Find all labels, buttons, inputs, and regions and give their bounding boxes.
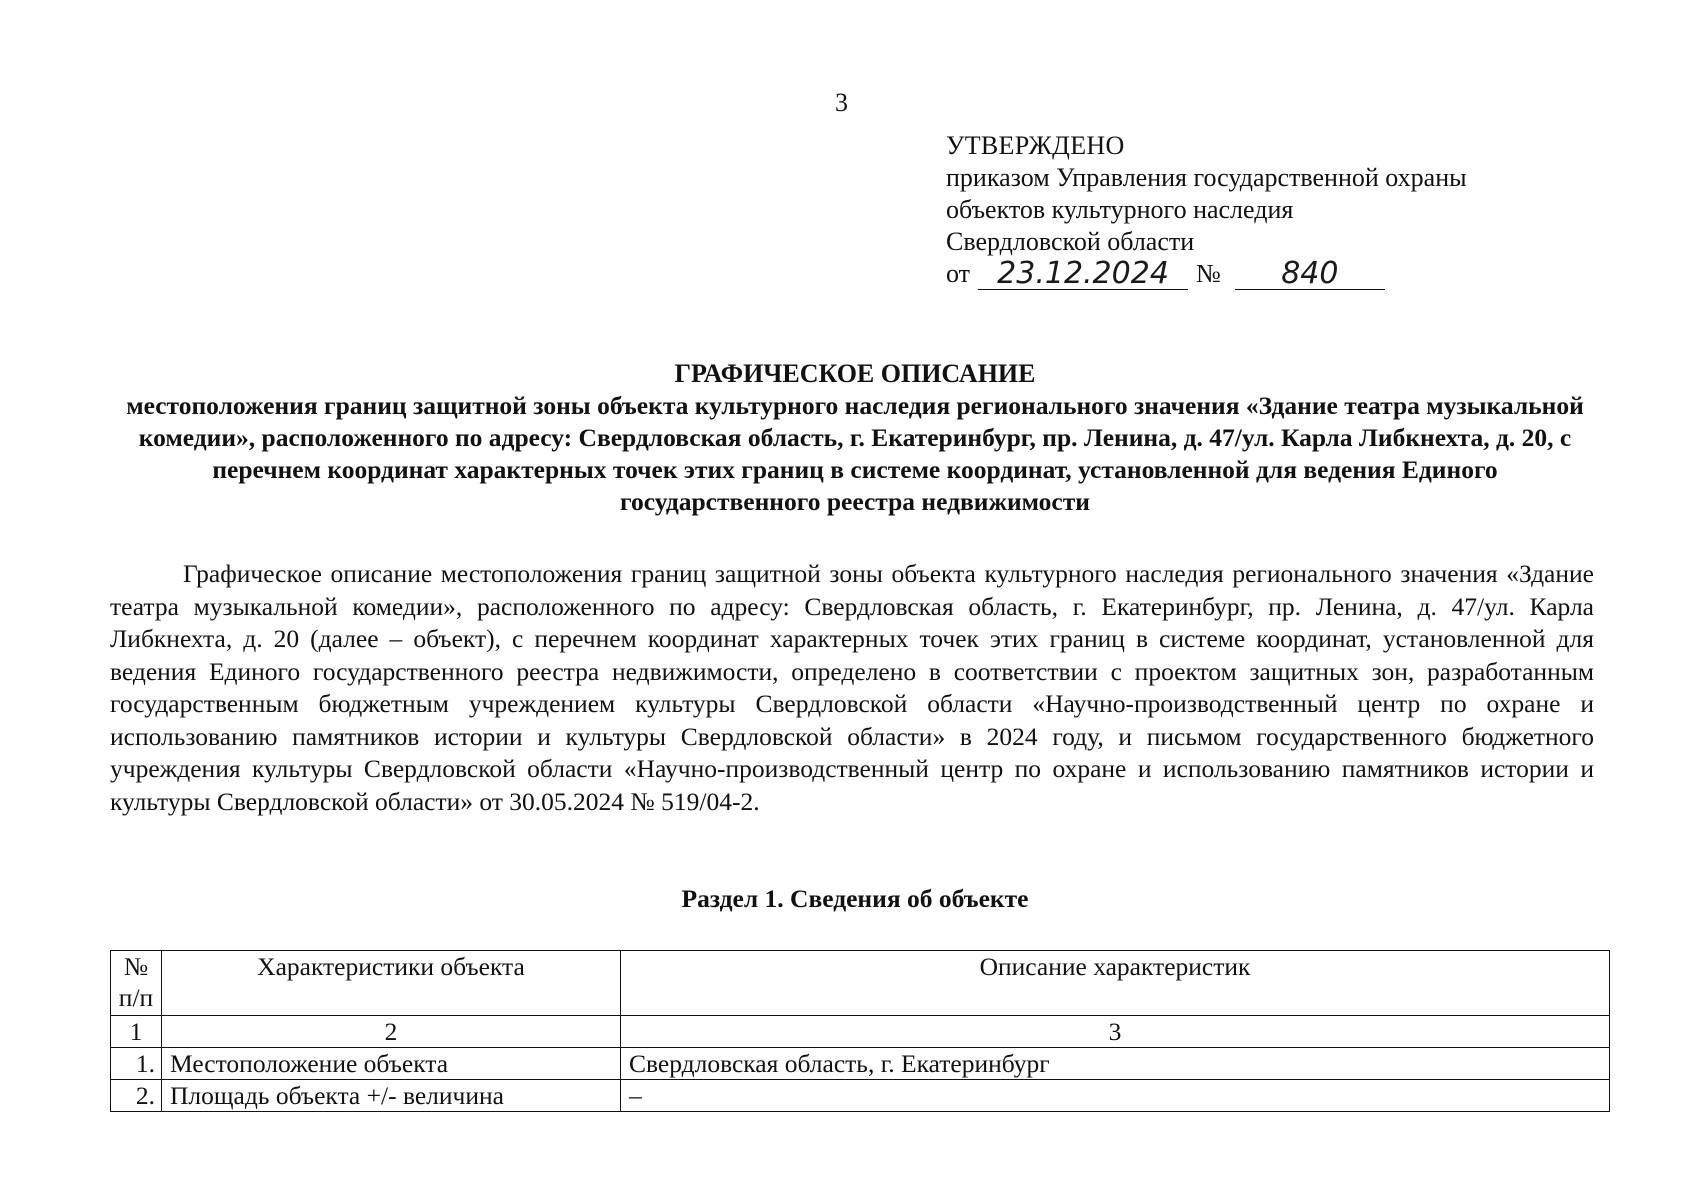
approval-line: объектов культурного наследия: [946, 195, 1294, 224]
table-header-cell: № п/п: [111, 951, 162, 1016]
approval-date-number-line: [946, 258, 1586, 290]
table-row: [111, 1048, 1610, 1080]
number-sign: №: [1196, 259, 1221, 288]
handwritten-order-number: 840: [1235, 259, 1385, 290]
table-cell: Местоположение объекта: [162, 1048, 621, 1080]
table-cell: 2: [162, 1016, 621, 1048]
table-cell: 1.: [111, 1048, 162, 1080]
object-info-table: [110, 950, 1610, 1112]
approval-line: Свердловской области: [946, 227, 1195, 256]
table-header-row: [111, 951, 1610, 1016]
page-number: 3: [835, 88, 848, 117]
document-title-block: [110, 358, 1600, 518]
document-title: ГРАФИЧЕСКОЕ ОПИСАНИЕ: [674, 359, 1036, 388]
table-cell: Свердловская область, г. Екатеринбург: [621, 1048, 1610, 1080]
table-cell: 1: [111, 1016, 162, 1048]
table-cell: 3: [621, 1016, 1610, 1048]
body-paragraph: Графическое описание местоположения границ защитной зоны объекта культурного наследия регионального значения «Здание театра музыкальной комедии», расположенного по адресу: Свердловская область, г. Екатеринбург, пр. Ленина, д. 47/ул. Карла Либкнехта, д. 20 (далее – объект), с перечнем координат характерных точек этих границ в системе координат, установленной для ведения Единого государственного реестра недвижимости, определено в соответствии с проектом защитных зон, разработанным государственным бюджетным учреждением культуры Свердловской области «Научно-производственный центр по охране и использованию памятников истории и культуры Свердловской области» в 2024 году, и письмом государственного бюджетного учреждения культуры Свердловской области «Научно-производственный центр по охране и использованию памятников истории и культуры Свердловской области» от 30.05.2024 № 519/04-2.: [110, 559, 1594, 816]
approval-heading: УТВЕРЖДЕНО: [946, 131, 1125, 160]
approval-line: приказом Управления государственной охраны: [946, 163, 1467, 192]
table-cell: 2.: [111, 1080, 162, 1112]
table-header-cell: Описание характеристик: [621, 951, 1610, 1016]
table-row: [111, 1080, 1610, 1112]
approval-stamp-block: [946, 130, 1586, 290]
handwritten-date: 23.12.2024: [978, 259, 1188, 290]
table-cell: Площадь объекта +/- величина: [162, 1080, 621, 1112]
table-column-number-row: [111, 1016, 1610, 1048]
section-title: Раздел 1. Сведения об объекте: [681, 884, 1029, 913]
date-prefix: от: [946, 259, 971, 288]
document-subtitle: местоположения границ защитной зоны объекта культурного наследия регионального значения «Здание театра музыкальной комедии», расположенного по адресу: Свердловская область, г. Екатеринбург, пр. Ленина, д. 47/ул. Карла Либкнехта, д. 20, с перечнем координат характерных точек этих границ в системе координат, установленной для ведения Единого государственного реестра недвижимости: [126, 391, 1584, 516]
table-cell: –: [621, 1080, 1610, 1112]
table-header-cell: Характеристики объекта: [162, 951, 621, 1016]
